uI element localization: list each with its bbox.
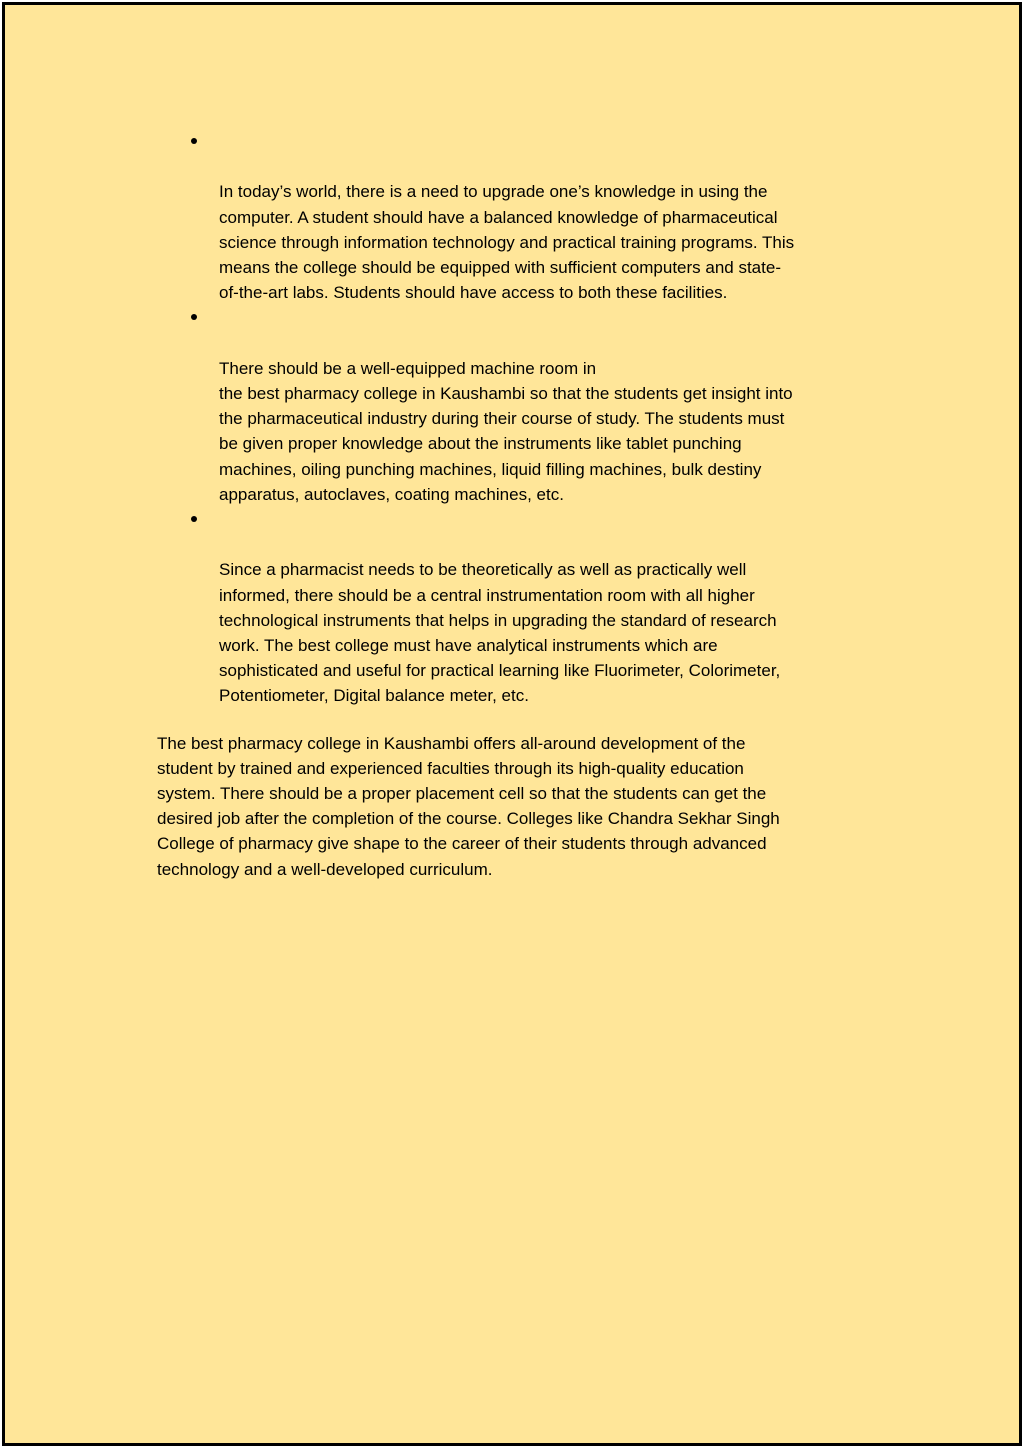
bullet-dot-icon [191, 138, 197, 144]
bullet-text: In today’s world, there is a need to upgrade one’s knowledge in using the computer. A student should have a balanced knowledge of pharmaceutical science through information technology and practical training programs. This means the college should be equipped with sufficient computers and state- of-the-art labs. Students should have access to both these facilities. [219, 182, 795, 303]
bullet-item-instrumentation-room [157, 507, 877, 709]
bullet-text: There should be a well-equipped machine room in the best pharmacy college in Kaushambi so that the students get insight into the pharmaceutical industry during their course of study. The students must be given proper knowledge about the instruments like tablet punching machines, oiling punching machines, liquid filling machines, bulk destiny apparatus, autoclaves, coating machines, etc. [219, 358, 793, 504]
bullet-text: Since a pharmacist needs to be theoretically as well as practically well informed, there should be a central instrumentation room with all higher technological instruments that helps in upgrading the standard of research work. The best college must have analytical instruments which are sophisticated and useful for practical learning like Fluorimeter, Colorimeter, Potentiometer, Digital balance meter, etc. [219, 560, 781, 706]
bullet-list [157, 129, 877, 709]
bullet-item-computer-knowledge [157, 129, 877, 305]
document-page [2, 2, 1022, 1446]
closing-paragraph: The best pharmacy college in Kaushambi offers all-around development of the student by trained and experienced faculties through its high-quality education system. There should be a proper placement cell so that the students can get the desired job after the completion of the course. Colleges like Chandra Sekhar Singh College of pharmacy give shape to the career of their students through advanced technology and a well-developed curriculum. [157, 733, 780, 879]
bullet-dot-icon [191, 516, 197, 522]
bullet-item-machine-room [157, 305, 877, 507]
page-content [157, 129, 877, 882]
bullet-dot-icon [191, 314, 197, 320]
